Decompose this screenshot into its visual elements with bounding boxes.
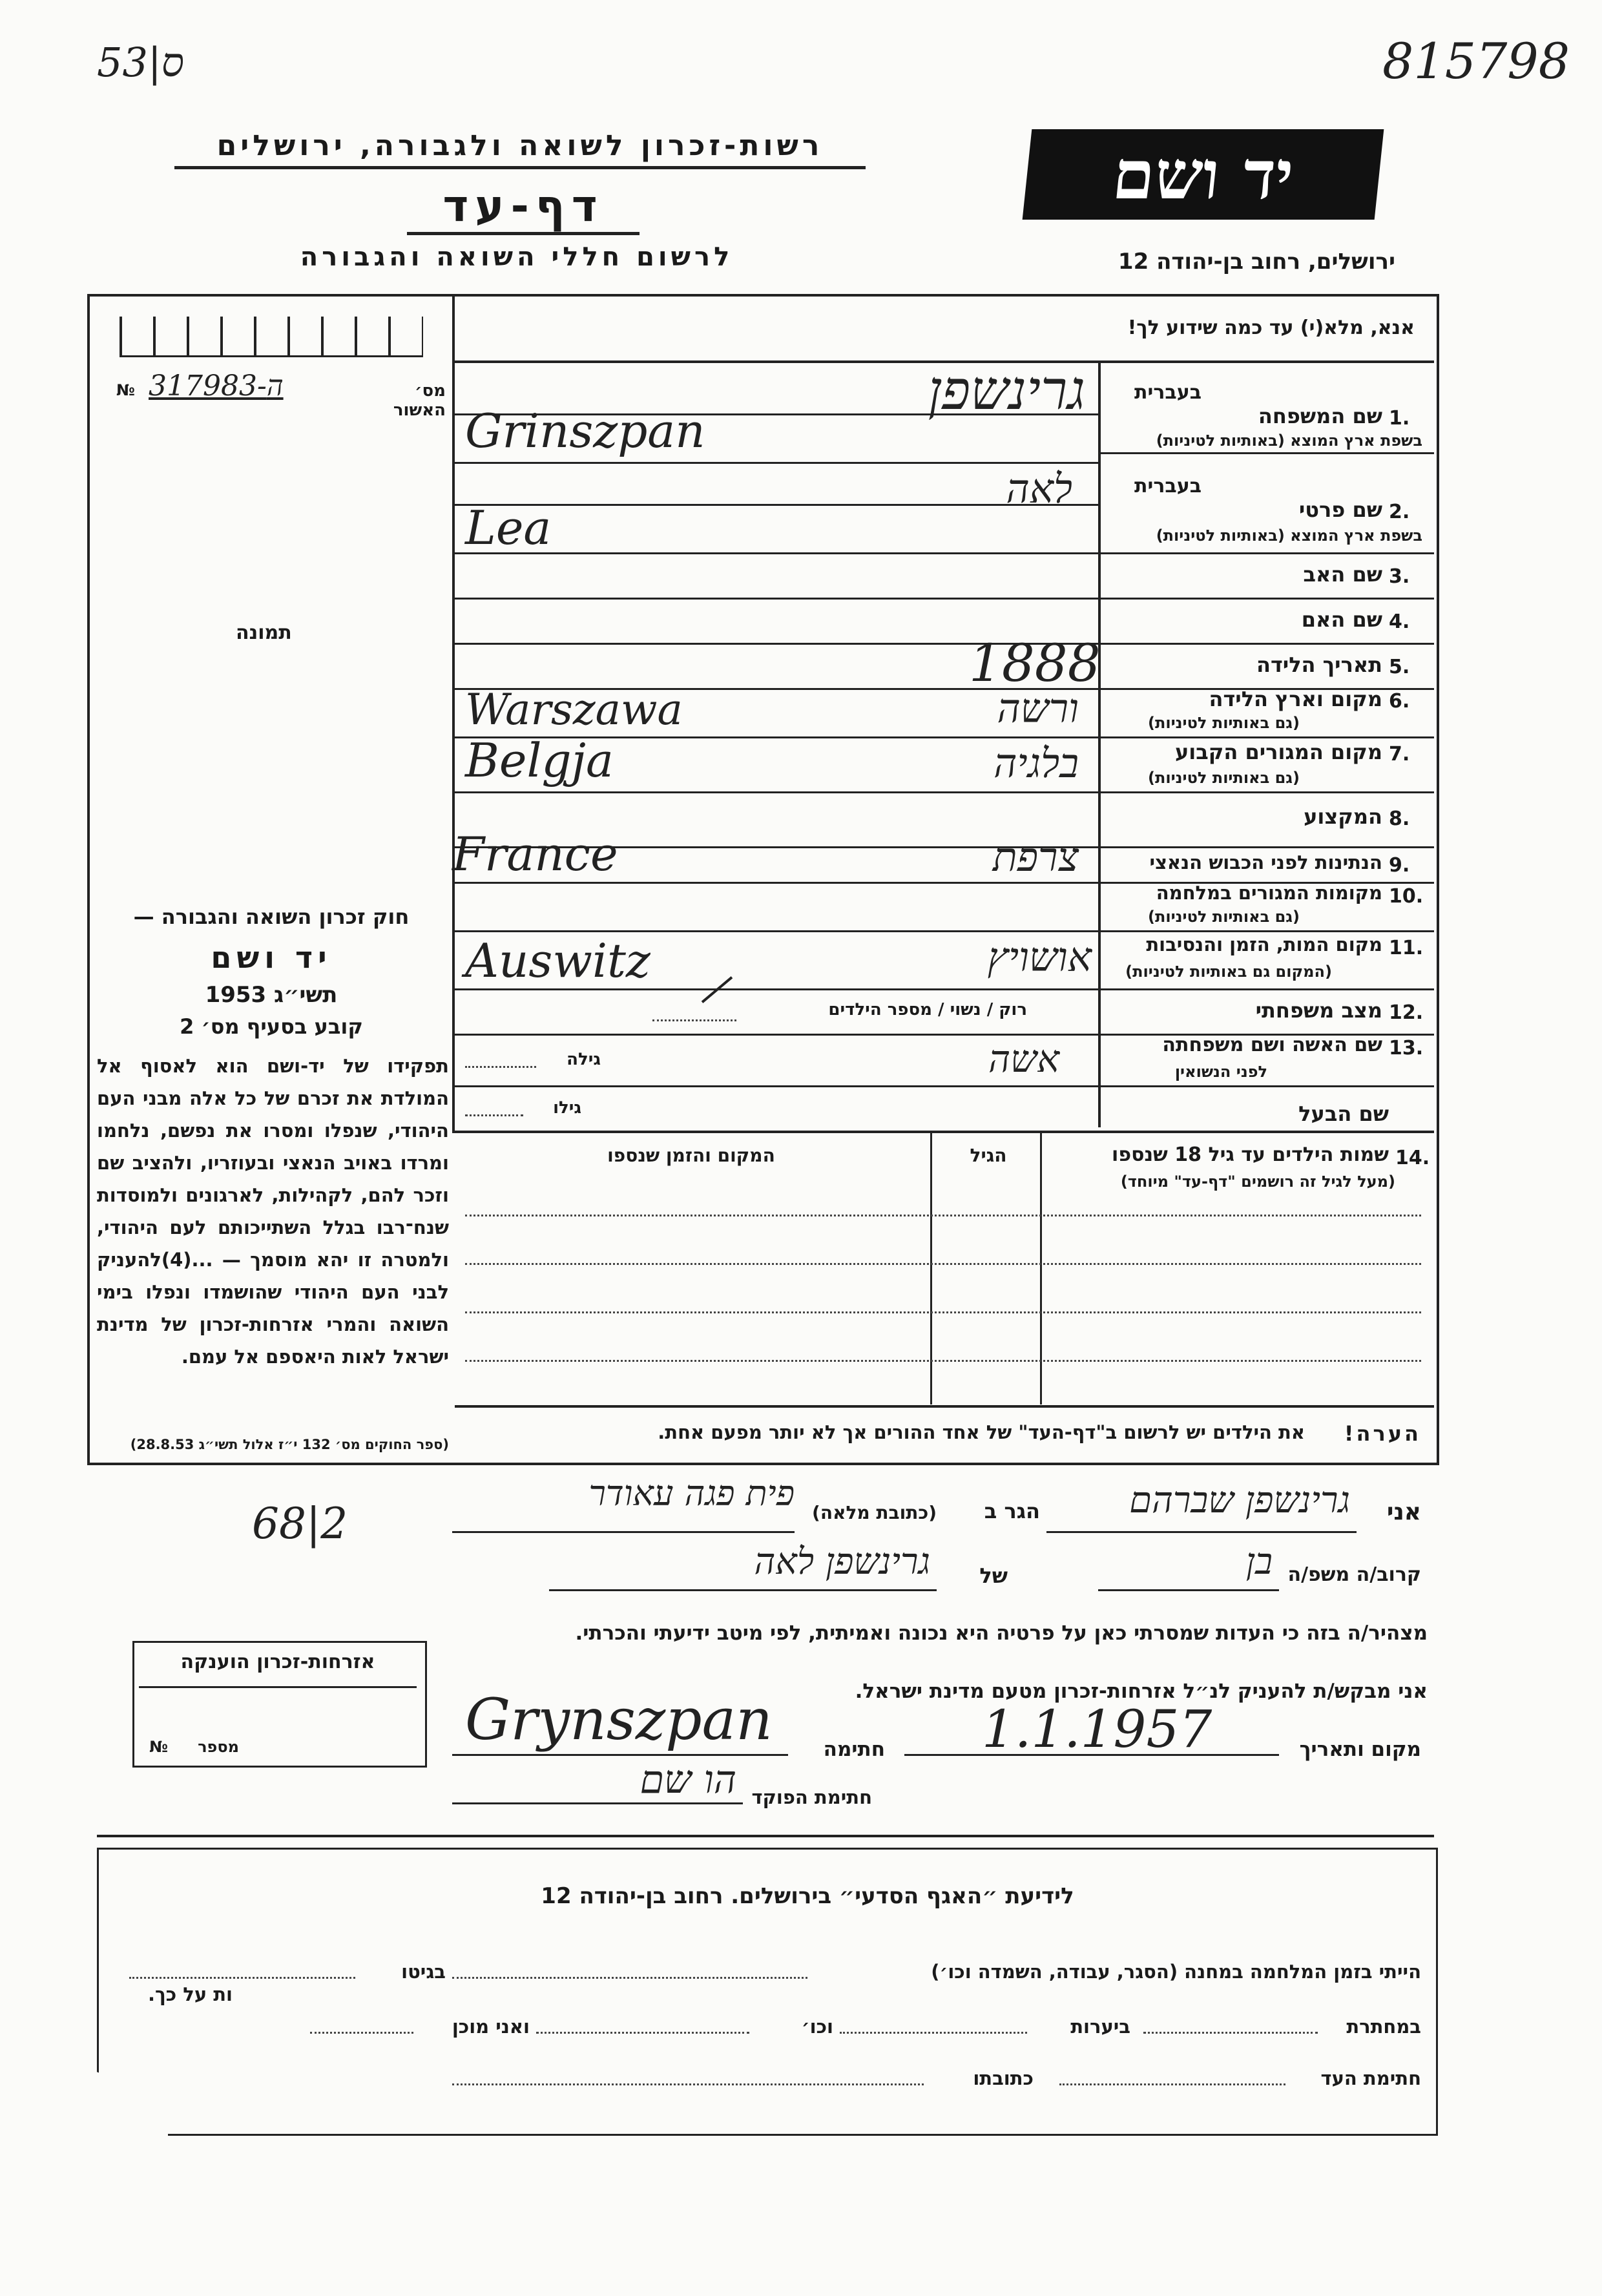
- children-title: שמות הילדים עד גיל 18 שנספו: [1112, 1143, 1389, 1166]
- archive-annotation-left: 53|ס: [97, 39, 185, 86]
- answer-line: [455, 598, 1098, 600]
- age-column-header: הגיל: [970, 1145, 1007, 1166]
- declaration-date: 1.1.1957: [982, 1699, 1212, 1759]
- field-number: 6.: [1389, 690, 1410, 713]
- field-number: 5.: [1389, 656, 1410, 678]
- answer-line: [455, 1085, 1098, 1087]
- field-number: 4.: [1389, 611, 1410, 633]
- field-11-note: (המקום גם באותיות לטיניות): [1125, 963, 1332, 981]
- answer-line: [455, 882, 1098, 884]
- declarant-signature: Grynszpan: [465, 1686, 773, 1753]
- firstname-hebrew: לאה: [1006, 465, 1072, 512]
- number-mark: №: [149, 1738, 168, 1756]
- hebrew-tag: בעברית: [1134, 381, 1202, 404]
- field-label-wartime-residence: מקומות המגורים במלחמה: [1156, 882, 1382, 904]
- answer-line: [455, 988, 1098, 990]
- of-label: של: [979, 1563, 1008, 1588]
- photo-column-divider: [452, 297, 455, 1133]
- bottom-line: [452, 1977, 807, 1979]
- page-subtitle: לרשום חללי השואה והגבורה: [300, 242, 734, 272]
- latin-note: בשפת ארץ המוצא (באותיות לטיניות): [1156, 432, 1422, 450]
- field-label-marital: מצב משפחתי: [1255, 998, 1382, 1023]
- answer-line: [455, 1034, 1098, 1036]
- wife-name-value: אשה: [988, 1037, 1059, 1081]
- children-col-divider: [1040, 1133, 1042, 1404]
- row-line: [1101, 988, 1434, 990]
- field-number: 13.: [1389, 1037, 1424, 1059]
- margin-note: 68|2: [252, 1499, 348, 1549]
- form-instruction: אנא, מלא(י) עד כמה שידוע לך!: [1127, 317, 1415, 339]
- field-number: 9.: [1389, 854, 1410, 877]
- latin-note-short: (גם באותיות לטיניות): [1148, 769, 1300, 787]
- receipt-number: 317983-ה: [149, 370, 284, 402]
- field-number: 10.: [1389, 885, 1424, 908]
- field-label-residence: מקום המגורים הקבוע: [1174, 740, 1382, 764]
- field-label-wife: שם האשה ושם משפחתה: [1162, 1034, 1382, 1056]
- law-title: חוק זכרון השואה והגבורה —: [133, 904, 410, 929]
- children-col-divider: [930, 1133, 932, 1404]
- archive-annotation-right: 815798: [1382, 32, 1570, 90]
- field-number: 14.: [1395, 1147, 1430, 1169]
- bottom-line: [840, 2032, 1027, 2034]
- bottom-line: [536, 2032, 749, 2034]
- place-date-label: מקום ותאריך: [1299, 1738, 1421, 1761]
- row-line: [1101, 791, 1434, 793]
- bottom-line: [452, 2083, 924, 2085]
- witness-address-label: כתובתו: [973, 2067, 1034, 2089]
- place-column-header: המקום והזמן שנספו: [607, 1145, 775, 1166]
- of-name: גרינשפן לאה: [754, 1541, 930, 1583]
- field-number: 1.: [1389, 407, 1410, 430]
- declarant-name: גרינשפן שברהם: [1129, 1479, 1350, 1521]
- bottom-line: [129, 1977, 355, 1979]
- field-label-birthplace: מקום וארץ הלידה: [1209, 687, 1382, 711]
- age-label-2: גילו: [553, 1098, 581, 1118]
- bottom-line: [1059, 2083, 1285, 2085]
- field-number: 8.: [1389, 808, 1410, 830]
- remark-text: את הילדים יש לרשום ב"דף-העד" של אחד ההורים אך לא יותר מפעם אחת.: [658, 1421, 1305, 1443]
- code-boxes: [120, 317, 423, 357]
- citizenship-request: אני מבקש/ת להעניק לנ״ל אזרחות-זכרון מטעם מדינת ישראל.: [855, 1680, 1428, 1703]
- bottom-line: [1143, 2032, 1318, 2034]
- row-line: [1101, 598, 1434, 600]
- residing-label: הגר ב: [984, 1499, 1040, 1523]
- row-line: [1101, 846, 1434, 848]
- row-line: [1101, 1085, 1434, 1087]
- residence-latin: Belgja: [465, 733, 614, 788]
- field-label-birthdate: תאריך הלידה: [1256, 652, 1382, 677]
- bottom-line: [310, 2032, 413, 2034]
- husband-label: שם הבעל: [1298, 1101, 1389, 1126]
- law-year: תשי״ג 1953: [205, 982, 338, 1008]
- field-number: 3.: [1389, 565, 1410, 588]
- children-count-line: [652, 1019, 736, 1021]
- death-place-hebrew: אושויץ: [987, 934, 1092, 981]
- field-number: 11.: [1389, 937, 1424, 959]
- field-label-surname: שם המשפחה: [1258, 404, 1382, 428]
- authority-name: רשות-זכרון לשואה ולגבורה, ירושלים: [174, 129, 866, 169]
- remark-divider: [455, 1405, 1434, 1408]
- field-13-note: לפני הנשואין: [1174, 1063, 1267, 1081]
- of-line: [549, 1589, 937, 1591]
- field-number: 12.: [1389, 1001, 1424, 1024]
- law-source: (ספר החוקים מס׳ 132 י״ז אלול תשי״ג 28.8.53): [130, 1437, 449, 1452]
- address-line: [452, 1531, 795, 1533]
- declarant-address: פית פגה עאודר: [588, 1473, 795, 1514]
- birthplace-latin: Warszawa: [465, 685, 683, 735]
- bottom-line2-a: במחתרת: [1346, 2016, 1421, 2038]
- death-place-latin: Auswitz: [465, 934, 650, 988]
- yad-vashem-logo: [1023, 129, 1384, 220]
- residence-hebrew: בלגיה: [993, 740, 1079, 787]
- latin-note-short: (גם באותיות לטיניות): [1148, 714, 1300, 732]
- bottom-line2-c: וכו׳: [801, 2016, 833, 2038]
- birthplace-hebrew: ורשה: [997, 685, 1079, 732]
- children-row: [465, 1311, 1421, 1313]
- answer-line: [455, 791, 1098, 793]
- field-label-profession: המקצוע: [1304, 804, 1382, 829]
- children-row: [465, 1215, 1421, 1216]
- field-number: 7.: [1389, 743, 1410, 766]
- header-address: ירושלים, רחוב בן-יהודה 12: [1118, 249, 1395, 275]
- law-name: יד ושם: [211, 940, 332, 975]
- nationality-latin: France: [452, 827, 618, 881]
- children-row: [465, 1360, 1421, 1362]
- row-line: [1101, 930, 1434, 932]
- relation-value: בן: [1245, 1541, 1273, 1583]
- bottom-section-top: [97, 1835, 1434, 1837]
- remark-label: הערה!: [1344, 1421, 1421, 1446]
- row-line: [1101, 643, 1434, 645]
- row-line: [1101, 736, 1434, 738]
- field-label-death: מקום המות, הזמן והנסיבות: [1146, 934, 1382, 955]
- row-line: [1101, 452, 1434, 454]
- officer-signature: הו שם: [640, 1757, 736, 1802]
- surname-hebrew: גרינשפן: [928, 359, 1085, 422]
- bottom-title: לידיעת ״האגף הסדעי״ בירושלים. רחוב בן-יהודה 12: [541, 1883, 1074, 1909]
- latin-note: בשפת ארץ המוצא (באותיות לטיניות): [1156, 527, 1422, 545]
- declarant-line: [1046, 1531, 1357, 1533]
- field-label-firstname: שם פרטי: [1298, 497, 1382, 522]
- surname-latin: Grinszpan: [465, 404, 705, 458]
- signature-label: חתימה: [823, 1738, 885, 1761]
- citizenship-box-title: אזרחות-זכרון הוענקה: [180, 1651, 375, 1673]
- answer-line: [455, 930, 1098, 932]
- law-text: תפקידו של יד-ושם הוא לאסוף אל המולדת את זכרם של כל אלה מבני העם היהודי, שנפלו ומסרו את נפשם, נלחמו ומרדו באויב הנאצי ובעוזריו, ולהציב שם וזכר להם, לקהילות, לארגונים ולמוסדות שנח־רבו בגלל השתייכותם לעם היהודי, ולמטרה זו יהא מוסמך — ...(4)להעניק לבני העם היהודי שהושמדו ונפלו בימי השואה והמרי אזרחות-זכרון של מדינת ישראל לאות היאספם אל עמם.: [97, 1055, 449, 1368]
- children-row: [465, 1263, 1421, 1265]
- receipt-label: מס׳ האשור: [393, 381, 446, 420]
- firstname-latin: Lea: [465, 501, 552, 555]
- photo-label: תמונה: [236, 621, 292, 644]
- logo-text: יד ושם: [1108, 134, 1298, 214]
- hebrew-tag: בעברית: [1134, 475, 1202, 497]
- relative-label: קרוב/ה משפ/ה: [1287, 1563, 1421, 1586]
- marital-options: רוק / נשוי / מספר הילדים: [828, 1000, 1027, 1019]
- number-label: מספר: [198, 1738, 239, 1756]
- officer-signature-label: חתימת הפוקד: [751, 1786, 872, 1808]
- age-label: גילה: [567, 1050, 601, 1069]
- bottom-line1-b: בגיטו: [401, 1961, 446, 1983]
- field-label-father: שם האב: [1303, 562, 1382, 587]
- row-line: [1101, 552, 1434, 554]
- relation-line: [1098, 1589, 1279, 1591]
- answer-line: [455, 462, 1098, 464]
- birthdate-value: 1888: [969, 633, 1101, 693]
- label-column-divider: [1098, 362, 1101, 1127]
- bottom-line1-a: הייתי בזמן המלחמה במחנה (הסגר, עבודה, השמדה וכו׳): [931, 1961, 1421, 1983]
- bottom-line2-b: ביערות: [1070, 2016, 1130, 2038]
- answer-line: [455, 552, 1098, 554]
- bottom-line2-d: ואני מוכן: [452, 2016, 530, 2038]
- signature-line: [452, 1754, 788, 1756]
- field-number: 2.: [1389, 501, 1410, 523]
- address-note: (כתובת מלאה): [812, 1502, 937, 1523]
- law-clause: קובע בסעיף מס׳ 2: [180, 1014, 363, 1039]
- age-line-2: [465, 1114, 523, 1116]
- page-title: דף-עד: [407, 181, 640, 235]
- bottom-line2-e: ות על כך.: [147, 1983, 233, 2005]
- age-line: [465, 1066, 536, 1068]
- nationality-hebrew: צרפת: [992, 833, 1079, 881]
- row-line: [455, 1131, 1434, 1133]
- children-note: (מעל לגיל זה רושמים "דף-עד" מיוחד): [1120, 1173, 1395, 1191]
- citizenship-box-line: [139, 1686, 417, 1688]
- witness-signature-label: חתימת העד: [1320, 2067, 1421, 2089]
- latin-note-short: (גם באותיות לטיניות): [1148, 908, 1300, 926]
- declaration-statement: מצהיר/ה בזה כי העדות שמסרתי כאן על פרטיה היא נכונה ואמיתית, לפי מיטב ידיעתי והכרתי.: [575, 1622, 1428, 1645]
- field-label-mother: שם האם: [1301, 607, 1382, 632]
- receipt-no-mark: №: [116, 381, 135, 399]
- field-label-nationality: הנתינות לפני הכבוש הנאצי: [1149, 851, 1382, 873]
- declarant-prefix: אני: [1386, 1499, 1421, 1525]
- officer-line: [452, 1802, 743, 1804]
